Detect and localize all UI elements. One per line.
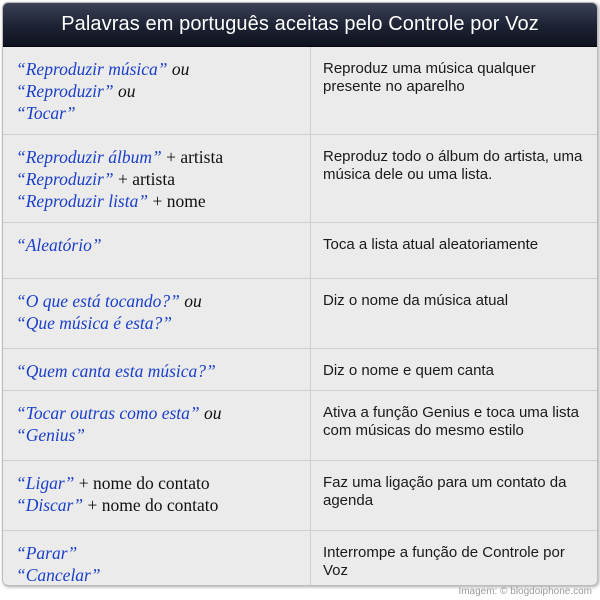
description-cell: Reproduz todo o álbum do artista, uma música dele ou uma lista. (323, 148, 583, 183)
voice-command-phrase: “Ligar” (16, 473, 75, 493)
command-line (16, 564, 300, 586)
commands-table (3, 47, 597, 586)
command-cell (3, 531, 311, 586)
voice-command-phrase: “Quem canta esta música?” (16, 361, 216, 381)
command-line (16, 424, 300, 446)
command-cell (3, 349, 311, 390)
command-cell (3, 461, 311, 530)
command-line (16, 360, 300, 382)
table-row (3, 391, 597, 461)
page-title: Palavras em português aceitas pelo Controle por Voz (61, 13, 539, 35)
command-line (16, 58, 300, 80)
table-row (3, 279, 597, 349)
voice-command-phrase: “O que está tocando?” (16, 291, 180, 311)
command-line (16, 472, 300, 494)
voice-command-phrase: “Parar” (16, 543, 78, 563)
voice-command-phrase: “Tocar outras como esta” (16, 403, 200, 423)
description-cell: Faz uma ligação para um contato da agenda (323, 474, 567, 509)
command-line (16, 102, 300, 124)
command-line (16, 146, 300, 168)
command-line (16, 402, 300, 424)
voice-command-phrase: “Que música é esta?” (16, 313, 173, 333)
table-row (3, 461, 597, 531)
command-line (16, 542, 300, 564)
voice-command-phrase: “Cancelar” (16, 565, 101, 585)
command-line (16, 168, 300, 190)
voice-command-phrase: “Reproduzir música” (16, 59, 168, 79)
image-credit: Imagem: © blogdoiphone.com (458, 586, 592, 597)
command-cell (3, 135, 311, 222)
command-line (16, 234, 300, 256)
command-suffix: + artista (113, 169, 175, 189)
command-suffix: ou (113, 81, 136, 101)
voice-command-phrase: “Discar” (16, 495, 84, 515)
description-cell: Reproduz uma música qualquer presente no aparelho (323, 60, 536, 95)
command-suffix: ou (199, 403, 222, 423)
voice-command-phrase: “Aleatório” (16, 235, 102, 255)
command-cell (3, 47, 311, 134)
table-row (3, 531, 597, 586)
command-suffix: + nome do contato (83, 495, 219, 515)
command-cell (3, 223, 311, 278)
command-suffix: + nome (148, 191, 206, 211)
command-cell (3, 391, 311, 460)
voice-command-phrase: “Reproduzir” (16, 81, 114, 101)
table-row (3, 349, 597, 391)
command-suffix: + artista (161, 147, 224, 167)
command-line (16, 290, 300, 312)
table-row (3, 135, 597, 223)
description-cell: Diz o nome da música atual (323, 292, 509, 309)
command-line (16, 80, 300, 102)
voice-command-phrase: “Reproduzir” (16, 169, 114, 189)
command-cell (3, 279, 311, 348)
voice-command-phrase: “Genius” (16, 425, 86, 445)
command-suffix: ou (179, 291, 202, 311)
table-row (3, 47, 597, 135)
command-line (16, 312, 300, 334)
header-bar (3, 3, 597, 47)
command-suffix: ou (167, 59, 190, 79)
command-line (16, 190, 300, 212)
command-line (16, 494, 300, 516)
description-cell: Interrompe a função de Controle por Voz (323, 544, 565, 579)
table-row (3, 223, 597, 279)
voice-command-phrase: “Reproduzir lista” (16, 191, 149, 211)
commands-panel (2, 2, 598, 586)
description-cell: Toca a lista atual aleatoriamente (323, 236, 539, 253)
voice-command-phrase: “Tocar” (16, 103, 76, 123)
description-cell: Ativa a função Genius e toca uma lista com músicas do mesmo estilo (323, 404, 579, 439)
voice-command-phrase: “Reproduzir álbum” (16, 147, 162, 167)
description-cell: Diz o nome e quem canta (323, 362, 494, 379)
command-suffix: + nome do contato (74, 473, 210, 493)
